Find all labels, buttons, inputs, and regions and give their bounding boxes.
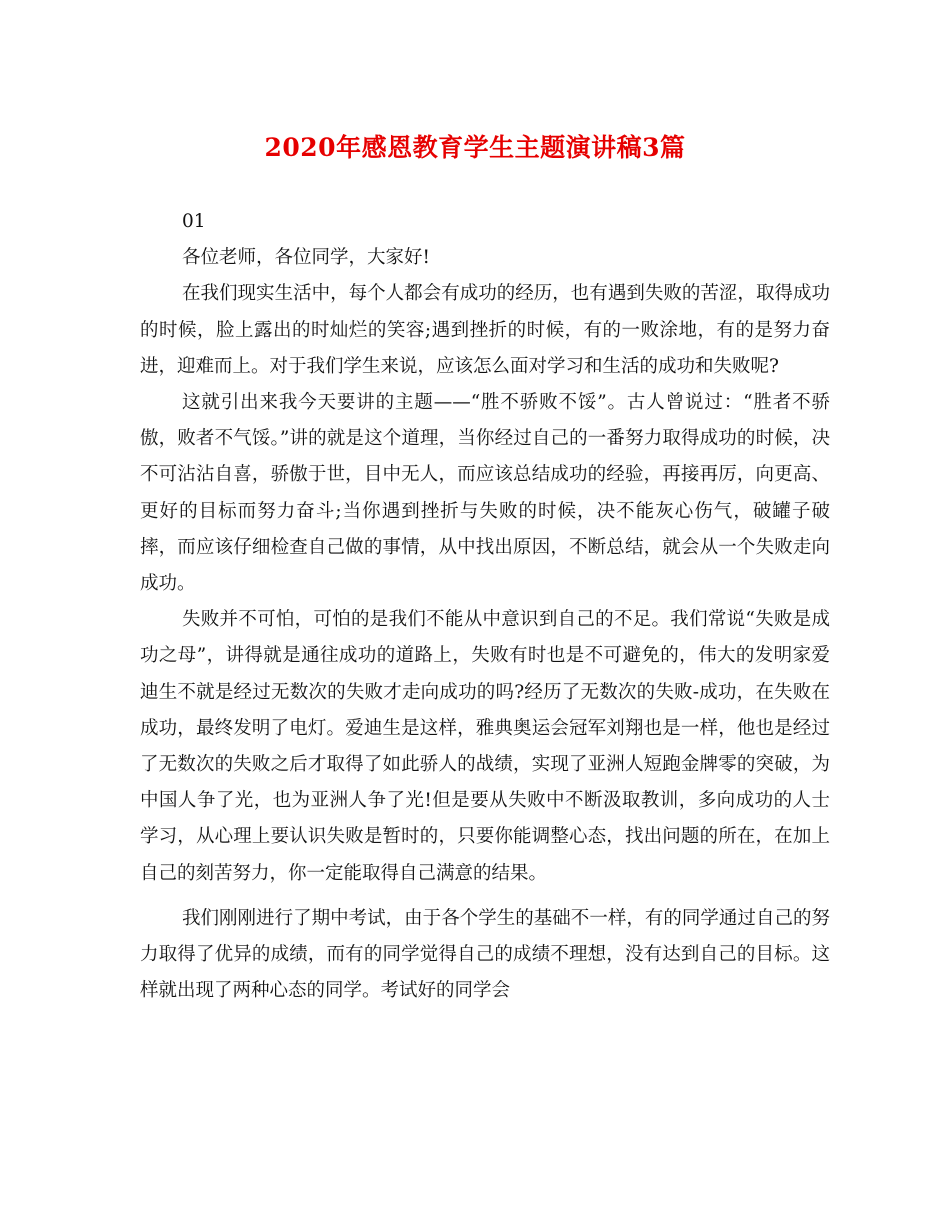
- paragraph-failure: 失败并不可怕，可怕的是我们不能从中意识到自己的不足。我们常说“失败是成功之母”，讲得就是通往成功的道路上，失败有时也是不可避免的，伟大的发明家爱迪生不就是经过无数次的失败才走向成功的吗?经历了无数次的失败-成功，在失败在成功，最终发明了电灯。爱迪生是这样，雅典奥运会冠军刘翔也是一样，他也是经过了无数次的失败之后才取得了如此骄人的战绩，实现了亚洲人短跑金牌零的突破，为中国人争了光，也为亚洲人争了光!但是要从失败中不断汲取教训，多向成功的人士学习，从心理上要认识失败是暂时的，只要你能调整心态，找出问题的所在，在加上自己的刻苦努力，你一定能取得自己满意的结果。: [140, 609, 830, 884]
- paragraph-gap: [140, 892, 830, 901]
- greeting-paragraph: 各位老师，各位同学，大家好!: [182, 247, 430, 269]
- paragraph-exam: 我们刚刚进行了期中考试，由于各个学生的基础不一样，有的同学通过自己的努力取得了优异的成绩，而有的同学觉得自己的成绩不理想，没有达到自己的目标。这样就出现了两种心态的同学。考试好的同学会: [140, 907, 830, 1002]
- paragraph-theme: 这就引出来我今天要讲的主题——“胜不骄败不馁”。古人曾说过：“胜者不骄傲，败者不气馁。”讲的就是这个道理，当你经过自己的一番努力取得成功的时候，决不可沾沾自喜，骄傲于世，目中无人，而应该总结成功的经验，再接再厉，向更高、更好的目标而努力奋斗;当你遇到挫折与失败的时候，决不能灰心伤气，破罐子破摔，而应该仔细检查自己做的事情，从中找出原因，不断总结，就会从一个失败走向成功。: [140, 392, 830, 595]
- paragraph-intro: 在我们现实生活中，每个人都会有成功的经历，也有遇到失败的苦涩，取得成功的时候，脸上露出的时灿烂的笑容;遇到挫折的时候，有的一败涂地，有的是努力奋进，迎难而上。对于我们学生来说，应该怎么面对学习和生活的成功和失败呢?: [140, 283, 830, 377]
- document-body: [140, 204, 830, 1009]
- section-number: 01: [182, 211, 206, 232]
- document-title: 2020年感恩教育学生主题演讲稿3篇: [264, 133, 686, 162]
